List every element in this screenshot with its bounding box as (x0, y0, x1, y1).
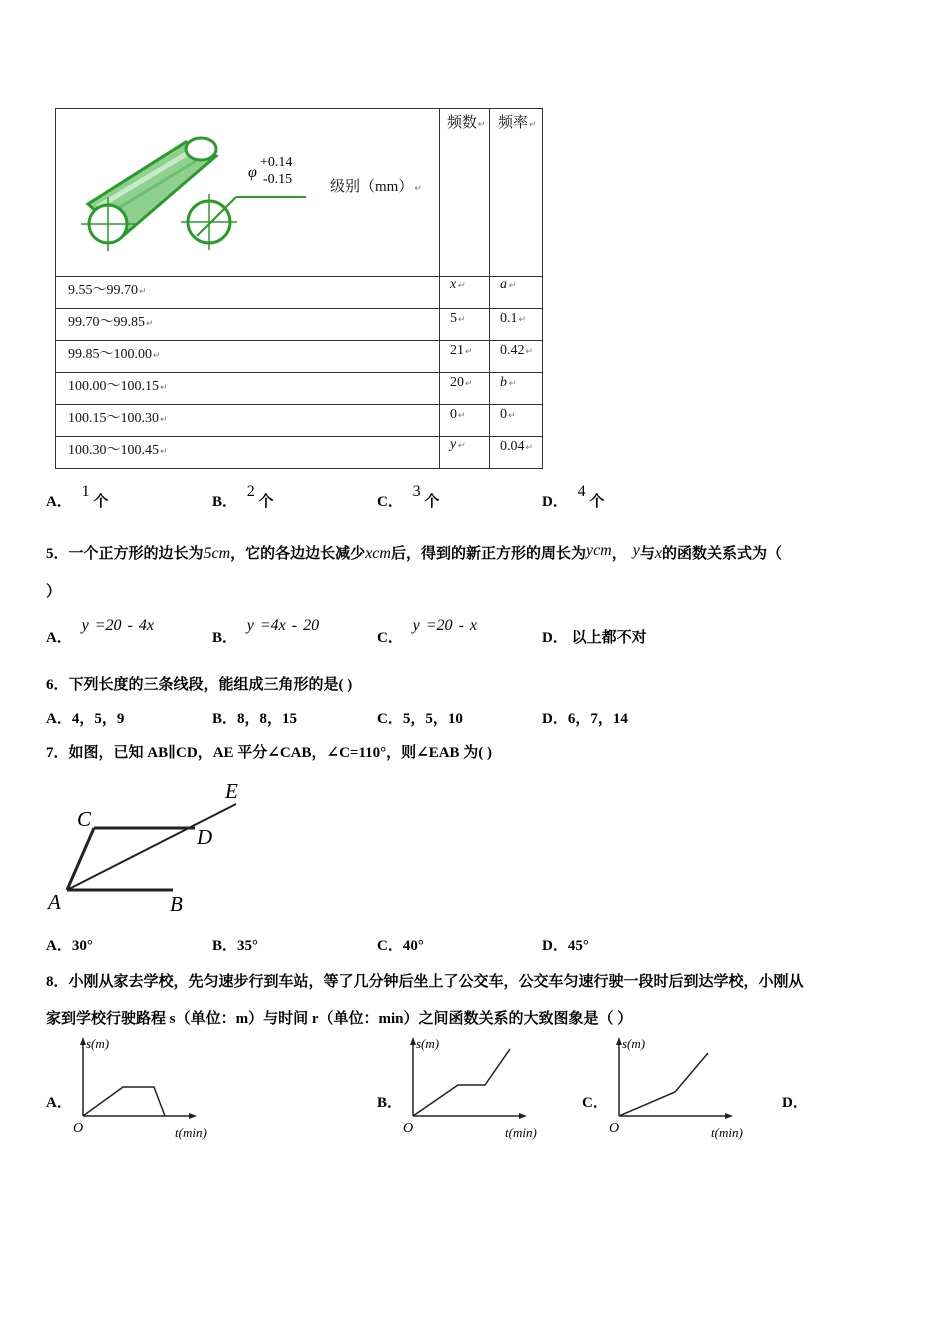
q8-option-b[interactable]: B． (377, 1095, 403, 1111)
row-range: 99.70～99.85 (68, 315, 145, 330)
frequency-table (55, 108, 543, 469)
x-axis-label: t(min) (175, 1125, 207, 1140)
rate-header-text: 频率 (498, 115, 529, 131)
option-letter: C． (377, 630, 403, 646)
q6-option-c[interactable]: C．5，5，10 (377, 711, 463, 727)
option-value: y =4x - 20 (246, 617, 320, 634)
q5-text-1: 5．一个正方形的边长为 (46, 546, 204, 562)
graph-line (619, 1053, 708, 1116)
grade-label: 级别（mm）↵ (330, 179, 422, 195)
option-value: y =20 - x (412, 617, 477, 634)
q4-option-b[interactable] (212, 483, 274, 511)
table-row: 100.00～100.15↵ 20↵ b↵ (56, 373, 543, 405)
q6-option-a[interactable]: A．4，5，9 (46, 711, 125, 727)
freq-header-text: 频数 (447, 115, 478, 131)
q8-stem-line2: 家到学校行驶路程 s（单位：m）与时间 r（单位：min）之间函数关系的大致图象是（ ） (46, 1011, 633, 1027)
x-axis-label: t(min) (505, 1125, 537, 1140)
row-range: 99.85～100.00 (68, 347, 152, 362)
label-e: E (225, 779, 238, 803)
row-rate: 0.04 (500, 439, 525, 454)
label-b: B (170, 892, 183, 916)
q8-option-c[interactable]: C． (582, 1095, 608, 1111)
q8-graph-b (400, 1032, 560, 1144)
phi-symbol: φ (248, 164, 257, 181)
q4-option-a[interactable] (46, 483, 109, 511)
q7-option-b[interactable]: B．35° (212, 938, 259, 954)
row-freq: 21 (450, 343, 464, 358)
row-range: 9.55～99.70 (68, 283, 138, 298)
row-freq: y (450, 437, 457, 452)
q6-option-d[interactable]: D．6，7，14 (542, 711, 628, 727)
origin-label: O (609, 1121, 620, 1136)
option-letter: D． (542, 630, 568, 646)
row-rate: a (500, 277, 507, 292)
segment-ac (67, 828, 94, 890)
option-letter: A． (46, 630, 72, 646)
y-axis-label: s(m) (86, 1036, 110, 1051)
table-row: 9.55～99.70↵ x↵ a↵ (56, 277, 543, 309)
row-freq: 5 (450, 311, 457, 326)
rate-header: 频率↵ (490, 109, 543, 277)
q5-option-d[interactable] (542, 626, 647, 647)
tolerance-minus: -0.15 (263, 172, 293, 187)
q5-math-3: ycm (585, 542, 612, 559)
q7-option-a[interactable]: A．30° (46, 938, 93, 954)
q8-option-a[interactable]: A． (46, 1095, 72, 1111)
option-value: 4 (577, 483, 586, 500)
q8-stem-line1: 8．小刚从家去学校，先匀速步行到车站，等了几分钟后坐上了公交车，公交车匀速行驶一段时后到达学校，小刚从 (46, 974, 804, 990)
q5-text-4: ， (611, 546, 627, 562)
option-value: 2 (246, 483, 255, 500)
q7-option-c[interactable]: C．40° (377, 938, 424, 954)
q7-option-d[interactable]: D．45° (542, 938, 589, 954)
q5-text-6: 的函数关系式为（ (661, 546, 782, 562)
row-freq: x (450, 277, 457, 292)
q5-text-3: 后，得到的新正方形的周长为 (390, 546, 586, 562)
option-value: 以上都不对 (571, 630, 647, 646)
tolerance-plus: +0.14 (260, 155, 293, 170)
y-axis-label: s(m) (622, 1036, 646, 1051)
option-letter: B． (212, 630, 238, 646)
freq-header: 频数↵ (440, 109, 490, 277)
option-value: 3 (412, 483, 421, 500)
row-freq: 20 (450, 375, 464, 390)
row-range: 100.30～100.45 (68, 443, 159, 458)
option-unit: 个 (93, 494, 109, 510)
table-row: 100.15～100.30↵ 0↵ 0↵ (56, 405, 543, 437)
row-range: 100.00～100.15 (68, 379, 159, 394)
table-row: 100.30～100.45↵ y↵ 0.04↵ (56, 437, 543, 469)
x-axis-arrow-icon (519, 1113, 527, 1119)
q7-stem: 7．如图，已知 AB∥CD，AE 平分∠CAB，∠C=110°，则∠EAB 为( ) (46, 745, 493, 761)
x-axis-arrow-icon (725, 1113, 733, 1119)
row-rate: 0.1 (500, 311, 518, 326)
q8-option-d[interactable]: D． (782, 1095, 808, 1111)
row-rate: 0.42 (500, 343, 525, 358)
option-letter: C． (377, 494, 403, 510)
q5-math-5: x (654, 545, 662, 562)
option-letter: D． (542, 494, 568, 510)
q5-option-c[interactable] (377, 617, 477, 647)
q8-graph-a (70, 1032, 230, 1144)
row-range: 100.15～100.30 (68, 411, 159, 426)
origin-label: O (403, 1121, 414, 1136)
q4-option-d[interactable] (542, 483, 605, 511)
x-axis-arrow-icon (189, 1113, 197, 1119)
grade-label-text: 级别（mm） (330, 179, 414, 195)
q5-math-2: xcm (365, 545, 391, 562)
q6-stem: 6．下列长度的三条线段，能组成三角形的是( ) (46, 677, 353, 693)
q5-text-2: ，它的各边边长减少 (230, 546, 366, 562)
q5-stem-end: ） (46, 584, 62, 600)
y-axis-label: s(m) (416, 1036, 440, 1051)
q5-text-5: 与 (639, 546, 655, 562)
x-axis-label: t(min) (711, 1125, 743, 1140)
option-unit: 个 (258, 494, 274, 510)
option-letter: B． (212, 494, 238, 510)
q5-math-1: 5cm (203, 545, 231, 562)
table-row: 99.70～99.85↵ 5↵ 0.1↵ (56, 309, 543, 341)
option-value: 1 (81, 483, 90, 500)
option-value: y =20 - 4x (81, 617, 154, 634)
q5-option-b[interactable] (212, 617, 320, 647)
row-rate: 0 (500, 407, 507, 422)
row-rate: b (500, 375, 507, 390)
row-freq: 0 (450, 407, 457, 422)
graph-line (83, 1087, 165, 1116)
label-a: A (48, 890, 61, 914)
q4-option-c[interactable] (377, 483, 440, 511)
q6-option-b[interactable]: B．8，8，15 (212, 711, 298, 727)
option-letter: A． (46, 494, 72, 510)
q8-graph-c (606, 1032, 766, 1144)
origin-label: O (73, 1121, 84, 1136)
table-row: 99.85～100.00↵ 21↵ 0.42↵ (56, 341, 543, 373)
q7-geometry-figure (40, 778, 260, 918)
q5-stem (46, 542, 782, 563)
label-c: C (77, 807, 92, 831)
label-d: D (197, 825, 213, 849)
option-unit: 个 (424, 494, 440, 510)
option-unit: 个 (589, 494, 605, 510)
graph-line (413, 1049, 510, 1116)
q5-option-a[interactable] (46, 617, 154, 647)
table-header-diagram-cell (56, 109, 440, 277)
q5-math-4: y (632, 542, 640, 559)
